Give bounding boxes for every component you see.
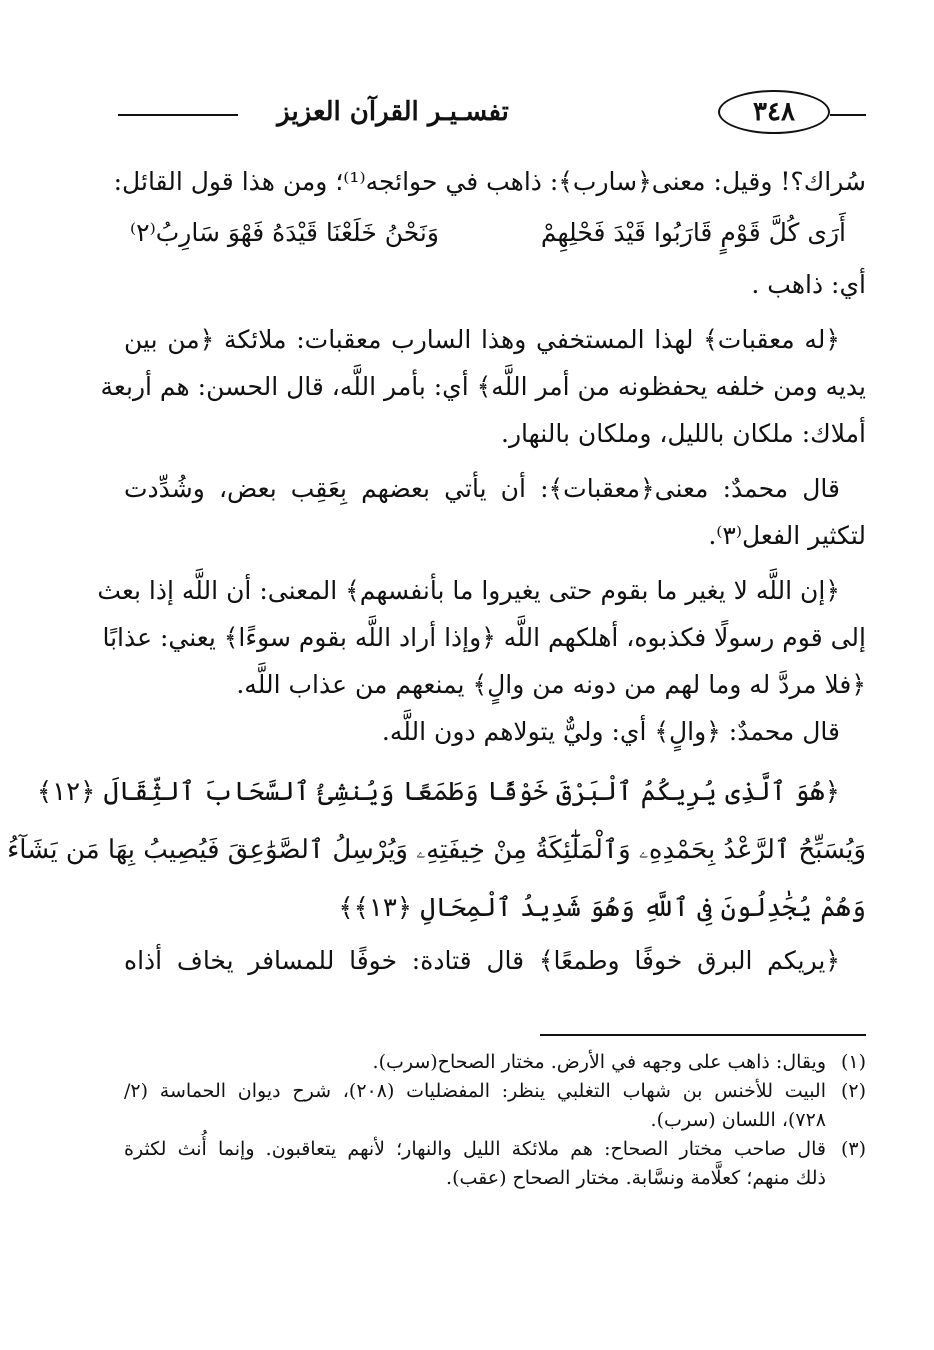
text-line: ﴿إن اللَّه لا يغير ما بقوم حتى يغيروا ما بأنفسهم﴾ المعنى: أن اللَّه إذا بعث: [97, 576, 840, 605]
page-number: ٣٤٨: [718, 90, 830, 134]
footnote-text-continued: ٧٢٨)، اللسان (سرب).: [650, 1109, 826, 1131]
footnote: [124, 1135, 866, 1193]
text-line: إلى قوم رسولًا فكذبوه، أهلكهم اللَّه ﴿وإذا أراد اللَّه بقوم سوءًا﴾ يعني: عذابًا: [102, 623, 866, 652]
header-rule-right: [830, 114, 866, 116]
quran-line: وَيُسَبِّحُ ٱلرَّعْدُ بِحَمْدِهِۦ وَٱلْمَلَٰٓئِكَةُ مِنْ خِيفَتِهِۦ وَيُرْسِلُ ٱلصَّوَٰعِقَ فَيُصِيبُ بِهَا مَن يَشَآءُ: [7, 835, 866, 865]
footnote-separator: [540, 1034, 866, 1036]
footnote-text: قال صاحب مختار الصحاح: هم ملائكة الليل والنهار؛ لأنهم يتعاقبون. وإنما أُنث لكثرة: [124, 1138, 826, 1160]
text-line: أي: ذاهب .: [751, 270, 866, 299]
text-line: ﴿يريكم البرق خوفًا وطمعًا﴾ قال قتادة: خوفًا للمسافر يخاف أذاه: [124, 946, 840, 975]
footnote-number: (٣): [840, 1138, 866, 1160]
running-title: تفسـيـر القرآن العزيز: [238, 90, 548, 134]
main-text: [7, 158, 866, 984]
text-line: قال محمدٌ: ﴿والٍ﴾ أي: وليٌّ يتولاهم دون اللَّه.: [381, 717, 840, 746]
footnote-number: (١): [840, 1051, 866, 1073]
text-line: سُراك؟! وقيل: معنى﴿سارب﴾: ذاهب في حوائجه⁽¹⁾؛ ومن هذا قول القائل:: [113, 167, 866, 196]
verse-first-hemistich: أَرَى كُلَّ قَوْمٍ قَارَبُوا قَيْدَ فَحْلِهِمْ: [540, 218, 846, 247]
verse-second-hemistich: وَنَحْنُ خَلَعْنَا قَيْدَهُ فَهْوَ سَارِبُ⁽٢⁾: [130, 218, 439, 247]
footnote: [124, 1048, 866, 1077]
text-line: قال محمدٌ: معنى﴿معقبات﴾: أن يأتي بعضهم بِعَقِب بعض، وشُدِّدت: [124, 474, 840, 503]
poetry-verse: [124, 205, 866, 261]
text-line: لتكثير الفعل⁽٣⁾.: [708, 521, 866, 550]
text-line: أملاك: ملكان بالليل، وملكان بالنهار.: [501, 419, 866, 448]
footnote-text: البيت للأخنس بن شهاب التغلبي ينظر: المفضليات (٢٠٨)، شرح ديوان الحماسة (٢/: [124, 1080, 826, 1102]
quran-line: وَهُمْ يُجَٰدِلُونَ فِى ٱللَّهِ وَهُوَ شَدِيدُ ٱلْمِحَالِ ﴿١٣﴾﴾: [338, 893, 866, 923]
footnote-text: ويقال: ذاهب على وجهه في الأرض. مختار الصحاح(سرب).: [372, 1051, 826, 1073]
footnotes: [124, 1048, 866, 1193]
text-line: ﴿فلا مردَّ له وما لهم من دونه من والٍ﴾ يمنعهم من عذاب اللَّه.: [236, 670, 866, 699]
text-line: ﴿له معقبات﴾ لهذا المستخفي وهذا السارب معقبات: ملائكة ﴿من بين: [124, 325, 840, 354]
footnote-text-continued: ذلك منهم؛ كعلَّامة ونسَّابة. مختار الصحاح (عقب).: [446, 1167, 826, 1189]
page-header: [118, 84, 866, 140]
quran-verses: [7, 763, 866, 937]
text-line: يديه ومن خلفه يحفظونه من أمر اللَّه﴾ أي: بأمر اللَّه، قال الحسن: هم أربعة: [100, 372, 866, 401]
footnote-number: (٢): [840, 1080, 866, 1102]
quran-line: ﴿هُوَ ٱلَّذِى يُرِيكُمُ ٱلْبَرْقَ خَوْفًا وَطَمَعًا وَيُنشِئُ ٱلسَّحَابَ ٱلثِّقَالَ ﴿١٢﴾: [36, 777, 840, 807]
footnote: [124, 1077, 866, 1135]
